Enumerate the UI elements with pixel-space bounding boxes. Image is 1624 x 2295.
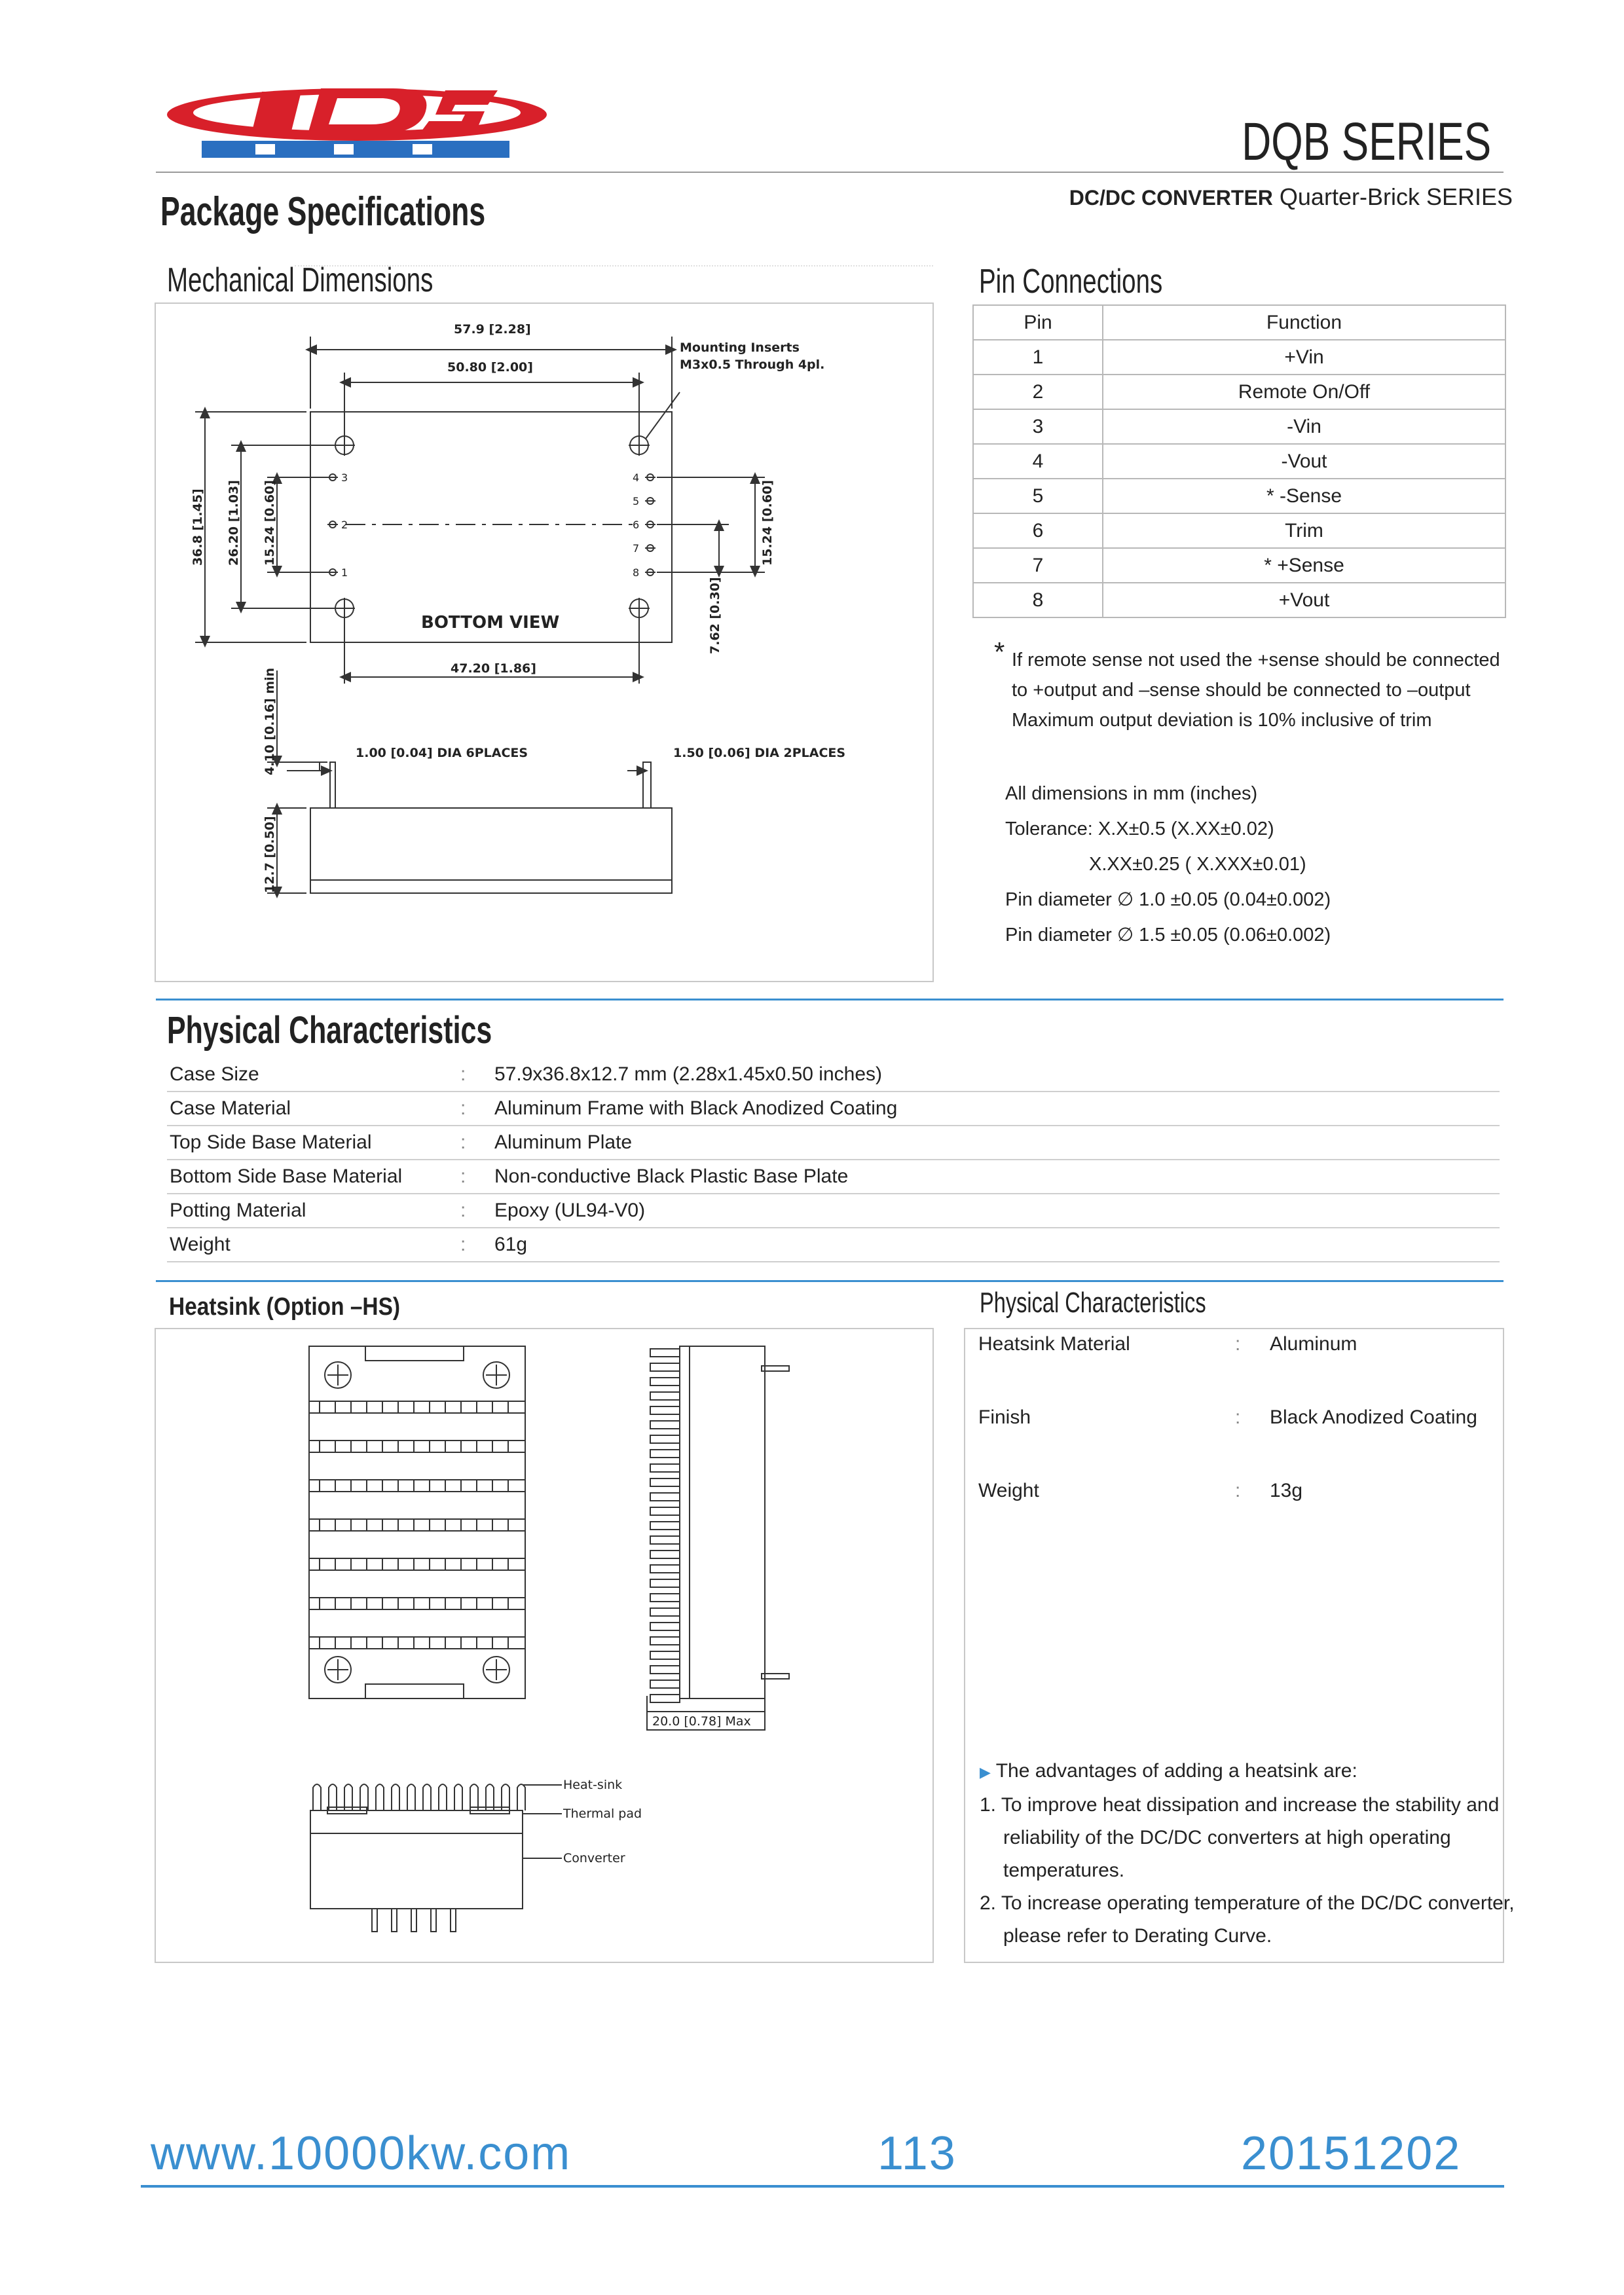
note-star: * bbox=[994, 636, 1005, 667]
pin-label-right-5: 5 bbox=[633, 495, 640, 507]
spec-key: Potting Material bbox=[170, 1200, 306, 1221]
table-row bbox=[973, 513, 1505, 548]
bottom-view-label: BOTTOM VIEW bbox=[421, 613, 560, 633]
dim-15-right-label: 15.24 [0.60] bbox=[760, 480, 775, 566]
dim-top-label: 57.9 [2.28] bbox=[454, 322, 531, 337]
spec-row bbox=[167, 1159, 1500, 1194]
heatsink-prop-value: 13g bbox=[1270, 1480, 1303, 1501]
dia-15-label: 1.50 [0.06] DIA 2PLACES bbox=[673, 746, 846, 760]
pin-number: 7 bbox=[973, 548, 1103, 583]
spec-key: Case Size bbox=[170, 1063, 259, 1085]
advantages-intro-text: The advantages of adding a heatsink are: bbox=[995, 1760, 1357, 1782]
table-row bbox=[973, 548, 1505, 583]
pin-function: * -Sense bbox=[1103, 479, 1505, 513]
pin-function: +Vout bbox=[1103, 583, 1505, 617]
pin-header: Pin bbox=[973, 305, 1103, 340]
company-logo bbox=[157, 79, 557, 164]
spec-key: Bottom Side Base Material bbox=[170, 1166, 403, 1187]
spec-row bbox=[167, 1193, 1500, 1228]
table-row bbox=[973, 409, 1505, 444]
pin-number: 5 bbox=[973, 479, 1103, 513]
spec-key: Weight bbox=[170, 1234, 231, 1255]
heatsink-drawing bbox=[156, 1329, 932, 1962]
table-row bbox=[973, 479, 1505, 513]
spec-value: Epoxy (UL94-V0) bbox=[494, 1200, 646, 1221]
pin-connections-title: Pin Connections bbox=[979, 263, 1163, 301]
pin-label-left-2: 2 bbox=[341, 519, 348, 531]
function-header: Function bbox=[1103, 305, 1505, 340]
spec-colon: : bbox=[460, 1131, 466, 1153]
dim-26-label: 26.20 [1.03] bbox=[227, 480, 241, 566]
heatsink-prop-colon: : bbox=[1235, 1333, 1241, 1355]
note-line: If remote sense not used the +sense should be connected bbox=[1012, 650, 1500, 670]
dia-1-label: 1.00 [0.04] DIA 6PLACES bbox=[356, 746, 528, 760]
advantage-line: 2. To increase operating temperature of the DC/DC converter, bbox=[980, 1892, 1515, 1914]
pin-number: 6 bbox=[973, 513, 1103, 548]
spec-value: Aluminum Plate bbox=[494, 1131, 633, 1153]
pin-function: -Vout bbox=[1103, 444, 1505, 479]
tolerance-line: Pin diameter ∅ 1.5 ±0.05 (0.06±0.002) bbox=[1005, 925, 1331, 946]
dim-762-label: 7.62 [0.30] bbox=[708, 577, 722, 654]
pin-label-right-7: 7 bbox=[633, 542, 640, 555]
pin-function: +Vin bbox=[1103, 340, 1505, 375]
mechanical-drawing-box bbox=[155, 303, 934, 982]
page-section-title: Package Specifications bbox=[160, 189, 486, 234]
pin-label-left-1: 1 bbox=[341, 566, 348, 579]
heatsink-phys-box bbox=[964, 1328, 1515, 1963]
pin-number: 1 bbox=[973, 340, 1103, 375]
pin-table bbox=[972, 304, 1506, 618]
table-row bbox=[973, 444, 1505, 479]
dim-127-label: 12.7 [0.50] bbox=[263, 816, 277, 893]
heatsink-prop-key: Weight bbox=[978, 1480, 1039, 1501]
converter-label: Converter bbox=[563, 1851, 625, 1865]
heatsink-prop-colon: : bbox=[1235, 1406, 1241, 1428]
note-line: to +output and –sense should be connected to –output bbox=[1012, 680, 1471, 701]
pin-label-right-6: 6 bbox=[633, 519, 640, 531]
pin-function: -Vin bbox=[1103, 409, 1505, 444]
thermal-pad-label: Thermal pad bbox=[563, 1807, 642, 1821]
heatsink-drawing-box bbox=[155, 1328, 934, 1963]
spec-colon: : bbox=[460, 1063, 466, 1085]
pin-label-right-4: 4 bbox=[633, 471, 640, 484]
spec-value: Aluminum Frame with Black Anodized Coating bbox=[494, 1097, 898, 1119]
tolerance-line: All dimensions in mm (inches) bbox=[1005, 783, 1258, 804]
advantage-line: reliability of the DC/DC converters at high operating bbox=[1003, 1827, 1451, 1848]
table-row bbox=[973, 375, 1505, 409]
mounting-label-1: Mounting Inserts bbox=[680, 340, 800, 355]
footer-date: 20151202 bbox=[1241, 2127, 1462, 2180]
series-title: DQB SERIES bbox=[1242, 112, 1491, 172]
spec-colon: : bbox=[460, 1234, 466, 1255]
heatsink-prop-colon: : bbox=[1235, 1480, 1241, 1501]
tolerance-line: X.XX±0.25 ( X.XXX±0.01) bbox=[1089, 854, 1306, 875]
advantage-line: temperatures. bbox=[1003, 1860, 1125, 1881]
spec-row bbox=[167, 1227, 1500, 1262]
pin-function: * +Sense bbox=[1103, 548, 1505, 583]
spec-colon: : bbox=[460, 1166, 466, 1187]
sense-note bbox=[1012, 645, 1500, 735]
footer-rule bbox=[141, 2185, 1504, 2188]
header-rule bbox=[156, 172, 1504, 173]
heatsink-prop-key: Heatsink Material bbox=[978, 1333, 1130, 1355]
advantage-line: please refer to Derating Curve. bbox=[1003, 1925, 1272, 1947]
page-number: 113 bbox=[877, 2127, 957, 2180]
table-row bbox=[973, 583, 1505, 617]
spec-value: Non-conductive Black Plastic Base Plate bbox=[494, 1166, 849, 1187]
page-subtitle bbox=[1069, 183, 1513, 211]
heatsink-prop-value: Aluminum bbox=[1270, 1333, 1357, 1355]
spec-row bbox=[167, 1057, 1500, 1092]
heatsink-prop-key: Finish bbox=[978, 1406, 1031, 1428]
spec-key: Top Side Base Material bbox=[170, 1131, 372, 1153]
heatsink-label: Heat-sink bbox=[563, 1778, 623, 1792]
pin-number: 2 bbox=[973, 375, 1103, 409]
dim-height-label: 36.8 [1.45] bbox=[191, 488, 205, 566]
mechanical-title-rule bbox=[295, 265, 933, 268]
spec-value: 57.9x36.8x12.7 mm (2.28x1.45x0.50 inches) bbox=[494, 1063, 883, 1085]
physical-title: Physical Characteristics bbox=[167, 1009, 492, 1052]
dim-inner-label: 50.80 [2.00] bbox=[447, 360, 533, 375]
pin-label-right-8: 8 bbox=[633, 566, 640, 579]
heatsink-title: Heatsink (Option –HS) bbox=[169, 1293, 401, 1321]
pin-label-left-3: 3 bbox=[341, 471, 348, 484]
heatsink-top-rule bbox=[156, 1280, 1504, 1282]
footer-url[interactable]: www.10000kw.com bbox=[151, 2127, 572, 2180]
spec-row bbox=[167, 1091, 1500, 1126]
dim-15-left-label: 15.24 [0.60] bbox=[263, 480, 277, 566]
pin-function: Trim bbox=[1103, 513, 1505, 548]
physical-top-rule bbox=[156, 999, 1504, 1001]
spec-key: Case Material bbox=[170, 1097, 291, 1119]
heatsink-phys-title: Physical Characteristics bbox=[980, 1287, 1206, 1319]
mechanical-title: Mechanical Dimensions bbox=[167, 261, 434, 299]
note-line: Maximum output deviation is 10% inclusive of trim bbox=[1012, 710, 1432, 731]
dim-47-label: 47.20 [1.86] bbox=[451, 661, 536, 676]
heatsink-max-label: 20.0 [0.78] Max bbox=[652, 1714, 751, 1729]
heatsink-fins bbox=[309, 1401, 525, 1649]
pin-function: Remote On/Off bbox=[1103, 375, 1505, 409]
tolerance-line: Pin diameter ∅ 1.0 ±0.05 (0.04±0.002) bbox=[1005, 889, 1331, 910]
spec-row bbox=[167, 1125, 1500, 1160]
advantage-line: 1. To improve heat dissipation and increase the stability and bbox=[980, 1794, 1500, 1816]
pin-number: 4 bbox=[973, 444, 1103, 479]
subtitle-bold: DC/DC CONVERTER bbox=[1069, 186, 1273, 210]
spec-colon: : bbox=[460, 1200, 466, 1221]
advantages-intro bbox=[980, 1760, 1357, 1782]
mechanical-drawing bbox=[156, 304, 932, 981]
heatsink-prop-value: Black Anodized Coating bbox=[1270, 1406, 1477, 1428]
triangle-bullet-icon: ▶ bbox=[980, 1764, 991, 1780]
tolerance-notes bbox=[1005, 776, 1331, 953]
pin-number: 3 bbox=[973, 409, 1103, 444]
table-row bbox=[973, 340, 1505, 375]
dim-410-label: 4.10 [0.16] min bbox=[263, 667, 277, 775]
pin-number: 8 bbox=[973, 583, 1103, 617]
spec-value: 61g bbox=[494, 1234, 528, 1255]
mounting-label-2: M3x0.5 Through 4pl. bbox=[680, 358, 825, 372]
pin-table-header bbox=[973, 305, 1505, 340]
tolerance-line: Tolerance: X.X±0.5 (X.XX±0.02) bbox=[1005, 818, 1274, 839]
subtitle-rest: Quarter-Brick SERIES bbox=[1272, 183, 1513, 210]
spec-colon: : bbox=[460, 1097, 466, 1119]
